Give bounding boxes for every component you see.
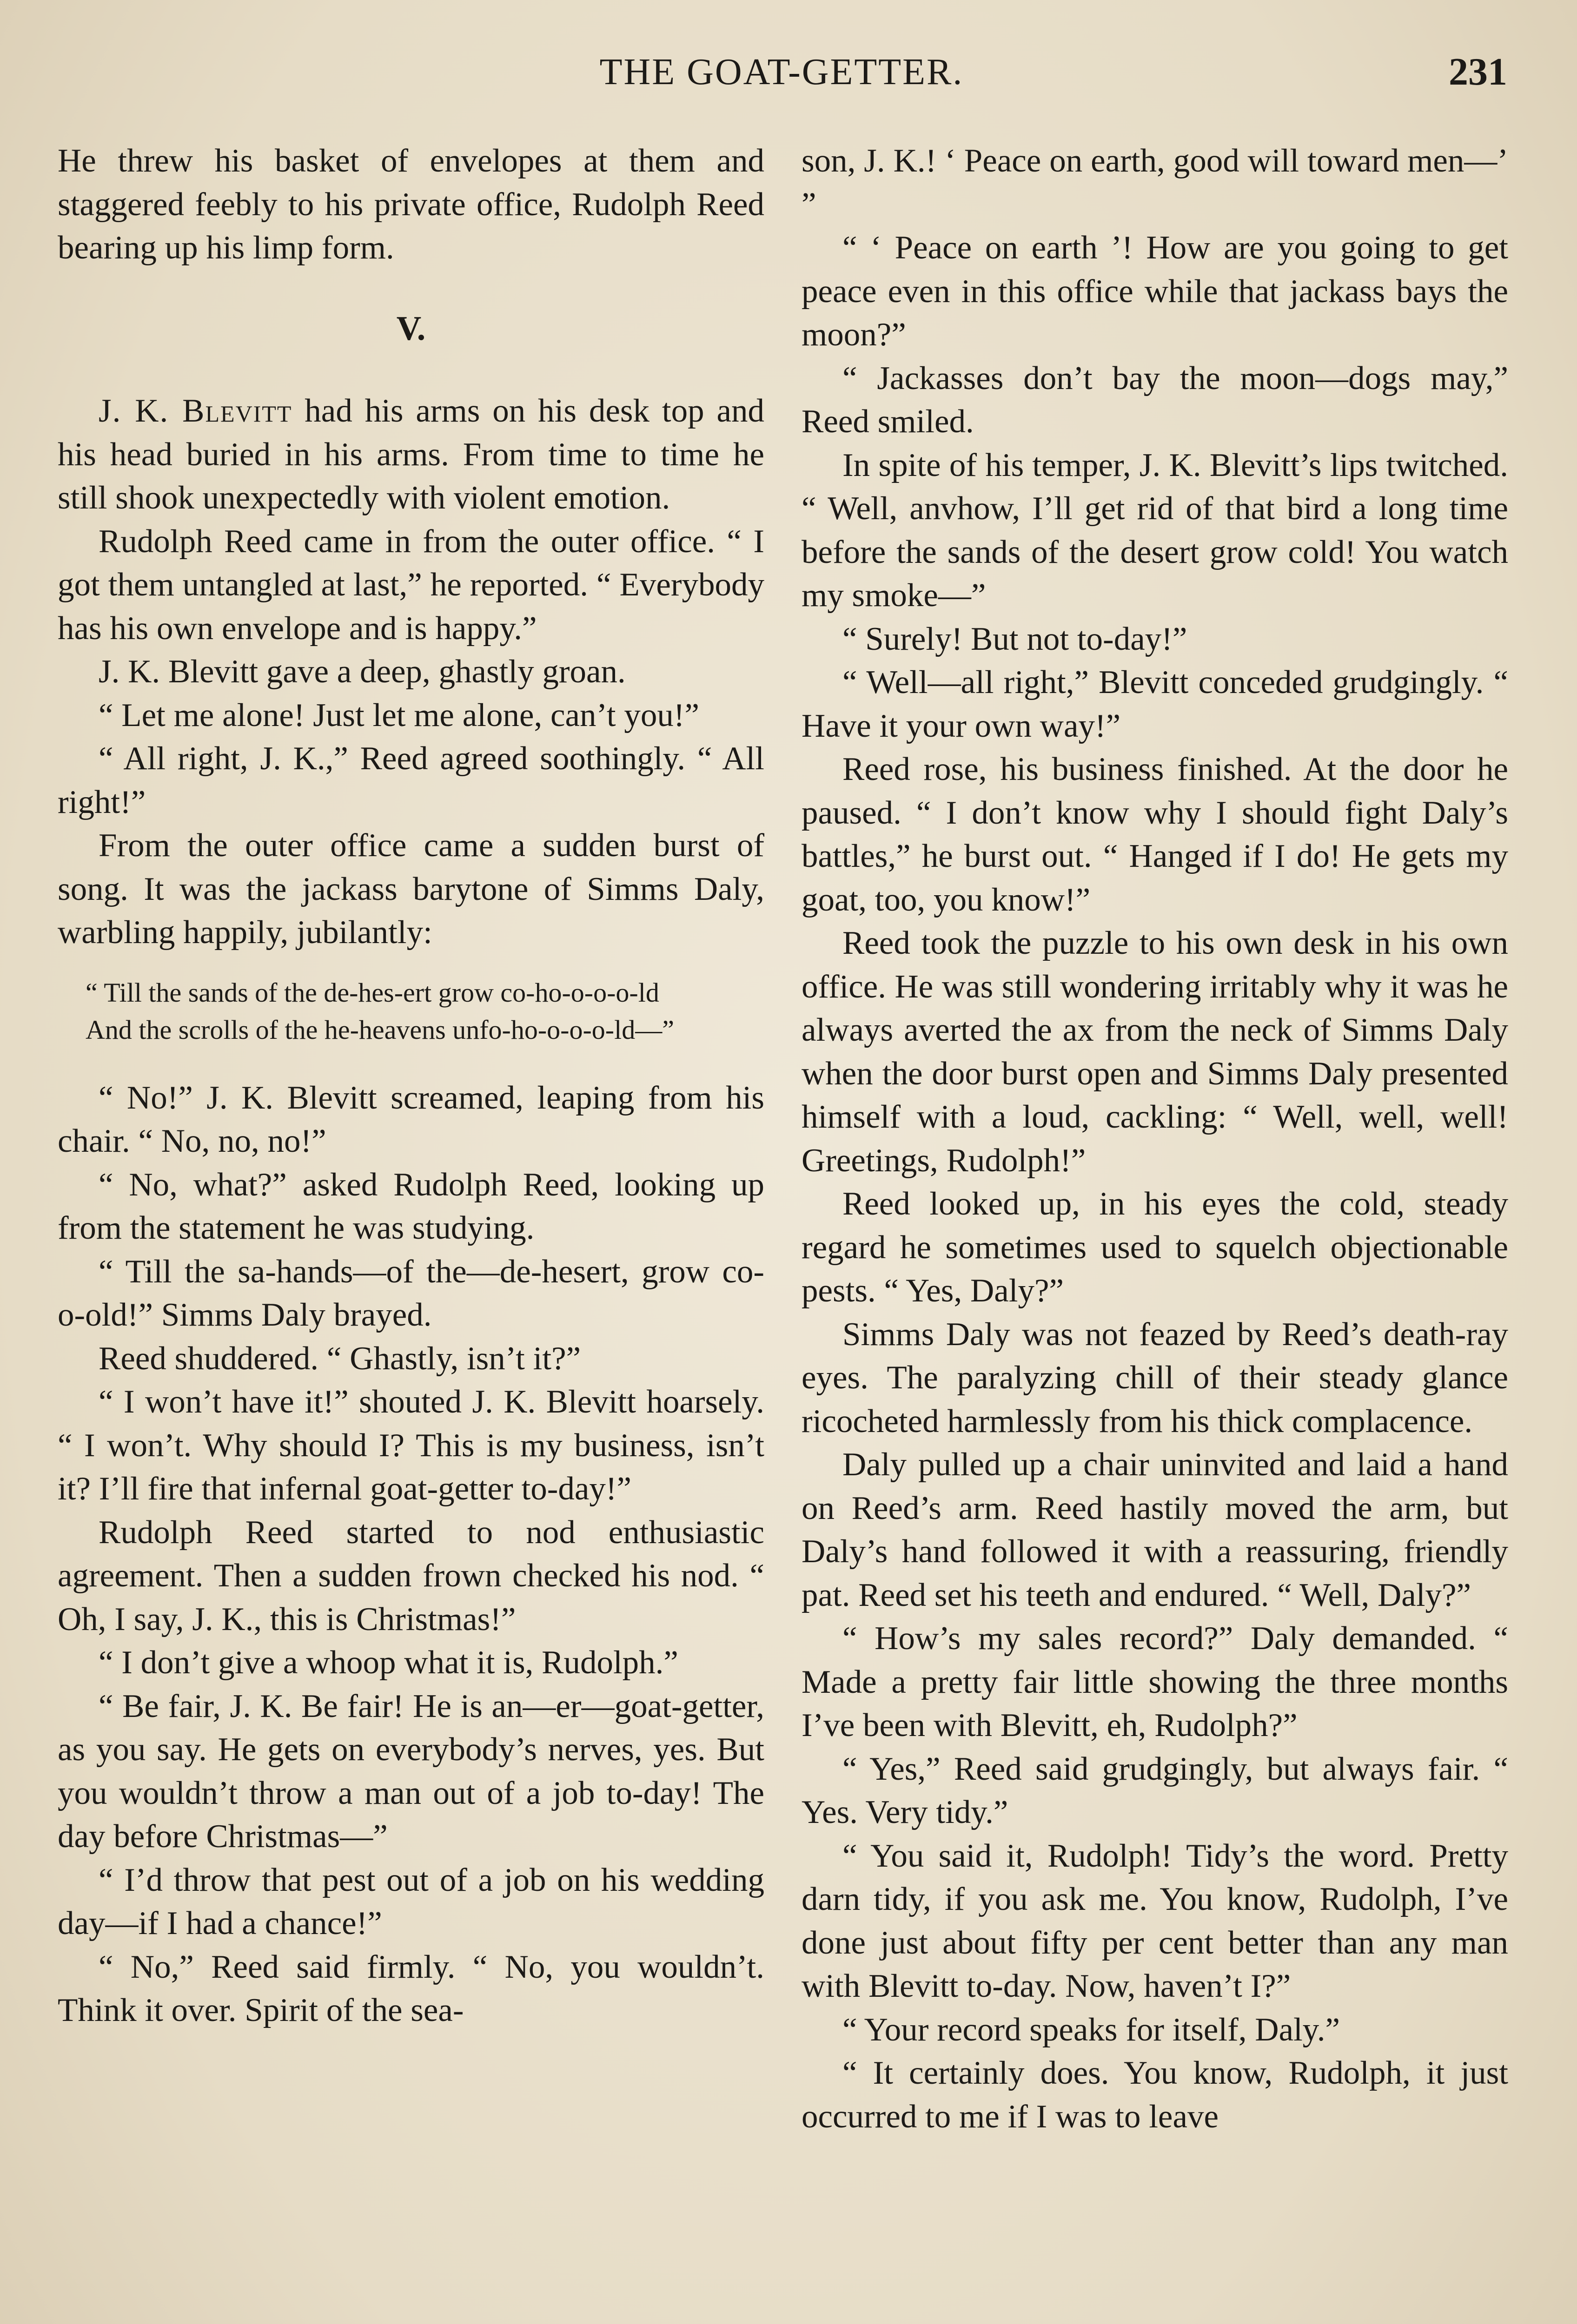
- paragraph: “ Let me alone! Just let me alone, can’t you!”: [99, 697, 699, 733]
- paragraph: “ Be fair, J. K. Be fair! He is an—er—goat-getter, as you say. He gets on everybody’s nerves, yes. But you wouldn’t throw a man out of a job to-day! The day before Christmas—”: [58, 1688, 764, 1855]
- paragraph: He threw his basket of envelopes at them and staggered feebly to his private office, Rudolph Reed bearing up his limp form.: [58, 143, 764, 266]
- verse-line: And the scrolls of the he-heavens unfo-ho-o-o-o-ld—”: [86, 1014, 674, 1045]
- paragraph: In spite of his temper, J. K. Blevitt’s lips twitched. “ Well, anvhow, I’ll get rid of that bird a long time before the sands of the desert grow cold! You watch my smoke—”: [802, 447, 1508, 614]
- character-name: J. K. Blevitt: [99, 393, 292, 429]
- paragraph: From the outer office came a sudden burst of song. It was the jackass barytone of Simms Daly, warbling happily, jubilantly:: [58, 827, 764, 951]
- paragraph: Daly pulled up a chair uninvited and laid a hand on Reed’s arm. Reed hastily moved the arm, but Daly’s hand followed it with a reassuring, friendly pat. Reed set his teeth and endured. “ Well, Daly?”: [802, 1446, 1508, 1613]
- paragraph: Reed took the puzzle to his own desk in his own office. He was still wondering irritably why it was he always averted the ax from the neck of Simms Daly when the door burst open and Simms Daly presented himself with a loud, cackling: “ Well, well, well! Greetings, Rudolph!”: [802, 925, 1508, 1179]
- paragraph: “ No!” J. K. Blevitt screamed, leaping from his chair. “ No, no, no!”: [58, 1079, 764, 1159]
- paragraph: “ I’d throw that pest out of a job on his wedding day—if I had a chance!”: [58, 1862, 764, 1941]
- paragraph: J. K. Blevitt gave a deep, ghastly groan.: [99, 654, 626, 690]
- paragraph: Reed rose, his business finished. At the door he paused. “ I don’t know why I should fight Daly’s battles,” he burst out. “ Hanged if I do! He gets my goat, too, you know!”: [802, 751, 1508, 918]
- paragraph: Simms Daly was not feazed by Reed’s death-ray eyes. The paralyzing chill of their steady glance ricocheted harmlessly from his thick complacence.: [802, 1316, 1508, 1439]
- paragraph: Rudolph Reed came in from the outer office. “ I got them untangled at last,” he reported. “ Everybody has his own envelope and is happy.”: [58, 523, 764, 647]
- paragraph: “ No,” Reed said firmly. “ No, you wouldn’t. Think it over. Spirit of the sea-: [58, 1948, 764, 2028]
- paragraph: “ ‘ Peace on earth ’! How are you going to get peace even in this office while that jackass bays the moon?”: [802, 230, 1508, 353]
- paragraph: “ I won’t have it!” shouted J. K. Blevitt hoarsely. “ I won’t. Why should I? This is my business, isn’t it? I’ll fire that infernal goat-getter to-day!”: [58, 1384, 764, 1507]
- section-heading: V.: [396, 309, 426, 348]
- paragraph: son, J. K.! ‘ Peace on earth, good will toward men—’ ”: [802, 143, 1508, 223]
- right-column: [802, 139, 1508, 2139]
- paragraph: “ All right, J. K.,” Reed agreed soothingly. “ All right!”: [58, 740, 764, 820]
- paragraph: “ Jackasses don’t bay the moon—dogs may,” Reed smiled.: [802, 360, 1508, 440]
- running-title: THE GOAT-GETTER.: [599, 52, 964, 92]
- verse-line: “ Till the sands of the de-hes-ert grow co-ho-o-o-o-ld: [86, 977, 659, 1008]
- paragraph: “ I don’t give a whoop what it is, Rudolph.”: [99, 1644, 678, 1681]
- paragraph: Reed shuddered. “ Ghastly, isn’t it?”: [99, 1340, 581, 1377]
- paragraph-text: had his arms on his desk top and his head buried in his arms. From time to time he still shook unexpectedly with violent emotion.: [58, 393, 765, 516]
- paragraph: [58, 390, 764, 520]
- paragraph: “ Yes,” Reed said grudgingly, but always fair. “ Yes. Very tidy.”: [802, 1750, 1508, 1830]
- song-verse: [58, 974, 764, 1049]
- paragraph: “ Till the sa-hands—of the—de-hesert, grow co-o-old!” Simms Daly brayed.: [58, 1253, 764, 1333]
- paragraph: “ No, what?” asked Rudolph Reed, looking up from the statement he was studying.: [58, 1166, 764, 1246]
- paragraph: “ Well—all right,” Blevitt conceded grudgingly. “ Have it your own way!”: [802, 664, 1508, 744]
- paragraph: “ It certainly does. You know, Rudolph, it just occurred to me if I was to leave: [802, 2055, 1508, 2135]
- running-head: [56, 44, 1507, 100]
- page-number: 231: [1449, 50, 1507, 93]
- left-column: [58, 139, 764, 2033]
- paragraph: “ You said it, Rudolph! Tidy’s the word. Pretty darn tidy, if you ask me. You know, Rudolph, I’ve done just about fifty per cent better than any man with Blevitt to-day. Now, haven’t I?”: [802, 1837, 1508, 2004]
- paragraph: “ Surely! But not to-day!”: [842, 621, 1187, 657]
- paragraph: “ How’s my sales record?” Daly demanded. “ Made a pretty fair little showing the three months I’ve been with Blevitt, eh, Rudolph?”: [802, 1620, 1508, 1743]
- paragraph: Rudolph Reed started to nod enthusiastic agreement. Then a sudden frown checked his nod. “ Oh, I say, J. K., this is Christmas!”: [58, 1514, 764, 1637]
- paragraph: Reed looked up, in his eyes the cold, steady regard he sometimes used to squelch objectionable pests. “ Yes, Daly?”: [802, 1186, 1508, 1309]
- paragraph: “ Your record speaks for itself, Daly.”: [842, 2011, 1340, 2048]
